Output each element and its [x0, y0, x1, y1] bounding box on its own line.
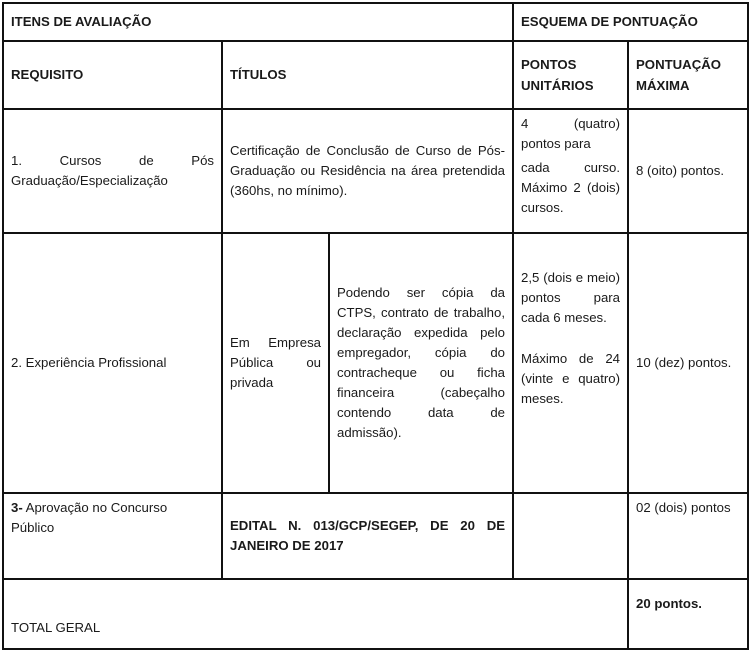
- row-concurso: [3, 493, 748, 579]
- requisito-concurso-texto: Aprovação no Concurso Público: [11, 500, 168, 535]
- column-header-row: [3, 41, 748, 109]
- pontos-pos-graduacao-b: cada curso. Máximo 2 (dois) cursos.: [521, 160, 621, 215]
- scoring-table: [2, 2, 749, 650]
- col-pontuacao-maxima: [628, 41, 748, 109]
- total-geral-label: TOTAL GERAL: [3, 579, 628, 649]
- row-experiencia: [3, 233, 748, 493]
- col-pontos-unitarios: [513, 41, 628, 109]
- pontos-pos-graduacao-a: 4 (quatro) pontos para: [521, 116, 621, 151]
- col-pontuacao-maxima-line2: MÁXIMA: [636, 78, 690, 93]
- maxima-experiencia: 10 (dez) pontos.: [628, 233, 748, 493]
- total-geral-valor: 20 pontos.: [628, 579, 748, 649]
- maxima-concurso: 02 (dois) pontos: [628, 493, 748, 579]
- pontos-experiencia: [513, 233, 628, 493]
- titulo-pos-graduacao: Certificação de Conclusão de Curso de Pós-Graduação ou Residência na área pretendida (360hs, no mínimo).: [222, 109, 513, 233]
- requisito-experiencia: 2. Experiência Profissional: [3, 233, 222, 493]
- pontos-experiencia-a: 2,5 (dois e meio) pontos para cada 6 meses.: [521, 270, 621, 325]
- header-esquema-pontuacao: ESQUEMA DE PONTUAÇÃO: [513, 3, 748, 41]
- col-titulos: TÍTULOS: [222, 41, 513, 109]
- pontos-pos-graduacao: [513, 109, 628, 233]
- col-pontuacao-maxima-line1: PONTUAÇÃO: [636, 57, 722, 72]
- titulo-concurso: EDITAL N. 013/GCP/SEGEP, DE 20 DE JANEIRO DE 2017: [222, 493, 513, 579]
- titulo-experiencia-tipo: Em Empresa Pública ou privada: [222, 233, 329, 493]
- requisito-pos-graduacao: 1. Cursos de Pós Graduação/Especialização: [3, 109, 222, 233]
- requisito-concurso: [3, 493, 222, 579]
- header-itens-avaliacao: ITENS DE AVALIAÇÃO: [3, 3, 513, 41]
- pontos-experiencia-b: Máximo de 24 (vinte e quatro) meses.: [521, 351, 621, 406]
- maxima-pos-graduacao: 8 (oito) pontos.: [628, 109, 748, 233]
- col-pontos-unitarios-line2: UNITÁRIOS: [521, 78, 594, 93]
- pontos-concurso: [513, 493, 628, 579]
- col-pontos-unitarios-line1: PONTOS: [521, 57, 577, 72]
- row-pos-graduacao: [3, 109, 748, 233]
- requisito-concurso-numero: 3-: [11, 500, 23, 515]
- header-row: [3, 3, 748, 41]
- row-total: [3, 579, 748, 649]
- titulo-experiencia-comprovacao: Podendo ser cópia da CTPS, contrato de trabalho, declaração expedida pelo empregador, cópia do contracheque ou ficha financeira (cabeçalho contendo data de admissão).: [329, 233, 513, 493]
- col-requisito: REQUISITO: [3, 41, 222, 109]
